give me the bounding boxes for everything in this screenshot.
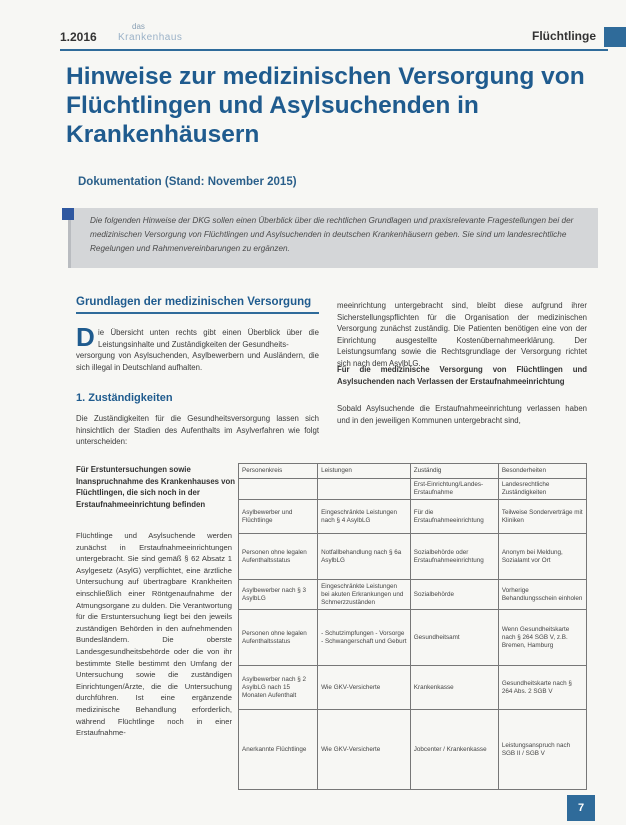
table-cell: Teilweise Sonderverträge mit Kliniken [498,500,586,534]
right-paragraph-2: Sobald Asylsuchende die Erstaufnahmeeinrichtung verlassen haben und in den jeweiligen Kommunen untergebracht sind, [337,404,587,425]
page-number: 7 [567,795,595,821]
callout-marker [62,208,74,220]
table-cell: Asylbewerber nach § 2 AsylbLG nach 15 Monaten Aufenthalt [239,666,318,710]
magazine-logo [118,22,183,48]
table-row [239,534,587,580]
section-label: Flüchtlinge [532,29,596,43]
table-row [239,500,587,534]
right-paragraph-1: meeinrichtung untergebracht sind, bleibt diese aufgrund ihrer Sicherstellungspflichten für die Organisation der medizinischen Versorgung zunächst zuständig. Die Patienten benötigen eine von der Einrichtung ausgestellte Kostenübernahmeerklärung. Der Leistungsumfang sowie die Rechtsgrundlage der Versorgung richtet sich nach dem AsylbLG. [337,301,587,368]
table-cell: Sozialbehörde oder Erstaufnahmeeinrichtung [410,534,498,580]
table-cell: Sozialbehörde [410,580,498,610]
article-title: Hinweise zur medizinischen Versorgung von Flüchtlingen und Asylsuchenden in Krankenhäusern [66,63,585,148]
subsection-heading: 1. Zuständigkeiten [76,392,173,404]
table-cell: Gesundheitsamt [410,610,498,666]
zustaendigkeiten-paragraph: Die Zuständigkeiten für die Gesundheitsversorgung lassen sich hinsichtlich der Stadien des Aufenthalts im Asylverfahren wie folgt unterscheiden: [76,414,319,446]
table-cell: Wenn Gesundheitskarte nach § 264 SGB V, z.B. Bremen, Hamburg [498,610,586,666]
table-header-cell: Besonderheiten [498,464,586,479]
table-cell: Wie GKV-Versicherte [318,666,411,710]
table-cell: Jobcenter / Krankenkasse [410,710,498,790]
intro-paragraph-rest: versorgung von Asylsuchenden, Asylbewerbern und Ausländern, die sich illegal in Deutschland aufhalten. [76,351,319,372]
overview-table [238,463,587,790]
table-cell: Gesundheitskarte nach § 264 Abs. 2 SGB V [498,666,586,710]
subhead-erstaufnahme: Für Erstuntersuchungen sowie Inanspruchnahme des Krankenhauses von Flüchtlingen, die sich noch in der Erstaufnahmeeinrichtung befinden [76,465,236,509]
table-row [239,666,587,710]
header-rule [60,49,608,51]
table-cell: Wie GKV-Versicherte [318,710,411,790]
table-cell: Personen ohne legalen Aufenthaltsstatus [239,534,318,580]
table-row [239,479,587,500]
section-rule [76,312,319,314]
table-cell: Erst-Einrichtung/Landes-Erstaufnahme [410,479,498,500]
table-header-cell: Zuständig [410,464,498,479]
table-row [239,610,587,666]
table-header-cell: Personenkreis [239,464,318,479]
table-header-cell: Leistungen [318,464,411,479]
table-header-row [239,464,587,479]
table-cell: Anonym bei Meldung, Sozialamt vor Ort [498,534,586,580]
table-row [239,710,587,790]
intro-paragraph-start: ie Übersicht unten rechts gibt einen Überblick über die Leistungsinhalte und Zuständigkeiten der Gesundheits- [98,328,319,349]
table-cell: Personen ohne legalen Aufenthaltsstatus [239,610,318,666]
table-cell: Eingeschränkte Leistungen bei akuten Erkrankungen und Schmerzzuständen [318,580,411,610]
table-cell: Landesrechtliche Zuständigkeiten [498,479,586,500]
callout-text: Die folgenden Hinweise der DKG sollen einen Überblick über die rechtlichen Grundlagen und praxisrelevante Fragestellungen bei der medizinischen Versorgung von Flüchtlingen und Asylsuchenden in deutschen Krankenhäusern geben. Sie sind um landesrechtliche Regelungen und Rahmenvereinbarungen zu ergänzen. [90,216,574,253]
table-cell: Für die Erstaufnahmeeinrichtung [410,500,498,534]
table-cell: Vorherige Behandlungsschein einholen [498,580,586,610]
table-cell: Notfallbehandlung nach § 6a AsylbLG [318,534,411,580]
table-cell: Asylbewerber und Flüchtlinge [239,500,318,534]
table-cell [318,479,411,500]
section-marker [604,27,626,47]
logo-bottom-text: Krankenhaus [118,32,183,43]
article-subtitle: Dokumentation (Stand: November 2015) [78,176,297,188]
erstaufnahme-paragraph: Flüchtlinge und Asylsuchende werden zunächst in Erstaufnahmeeinrichtungen untergebracht. Sie sind gemäß § 62 Absatz 1 Asylgesetz (AsylG) verpflichtet, eine ärztliche Untersuchung auf übertragbare Krankheiten einschließlich einer Röntgenaufnahme der Atmungsorgane zu dulden. Die Verantwortung für die Erstuntersuchung liegt bei den jeweils zuständigen Behörden in den aufnehmenden Bundesländern. Die oberste Landesgesundheitsbehörde oder die von ihr bestimmte Stelle bestimmt den Umfang der Untersuchung sowie die zuständigen Einrichtungen/Ärzte, die die Untersuchung durchführen. Ist eine ergänzende medizinische Behandlung erforderlich, während Flüchtlinge noch in einer Erstaufnahme- [76,531,232,738]
section-heading: Grundlagen der medizinischen Versorgung [76,296,312,308]
issue-number: 1.2016 [60,30,97,44]
table-row [239,580,587,610]
right-subhead: Für die medizinische Versorgung von Flüchtlingen und Asylsuchenden nach Verlassen der Erstaufnahmeeinrichtung [337,365,587,386]
table-cell: Anerkannte Flüchtlinge [239,710,318,790]
table-cell [239,479,318,500]
table-cell: - Schutzimpfungen - Vorsorge - Schwangerschaft und Geburt [318,610,411,666]
table-cell: Eingeschränkte Leistungen nach § 4 AsylbLG [318,500,411,534]
logo-top-text: das [132,22,145,31]
table-cell: Krankenkasse [410,666,498,710]
drop-cap: D [76,322,95,352]
table-cell: Leistungsanspruch nach SGB II / SGB V [498,710,586,790]
table-cell: Asylbewerber nach § 3 AsylbLG [239,580,318,610]
